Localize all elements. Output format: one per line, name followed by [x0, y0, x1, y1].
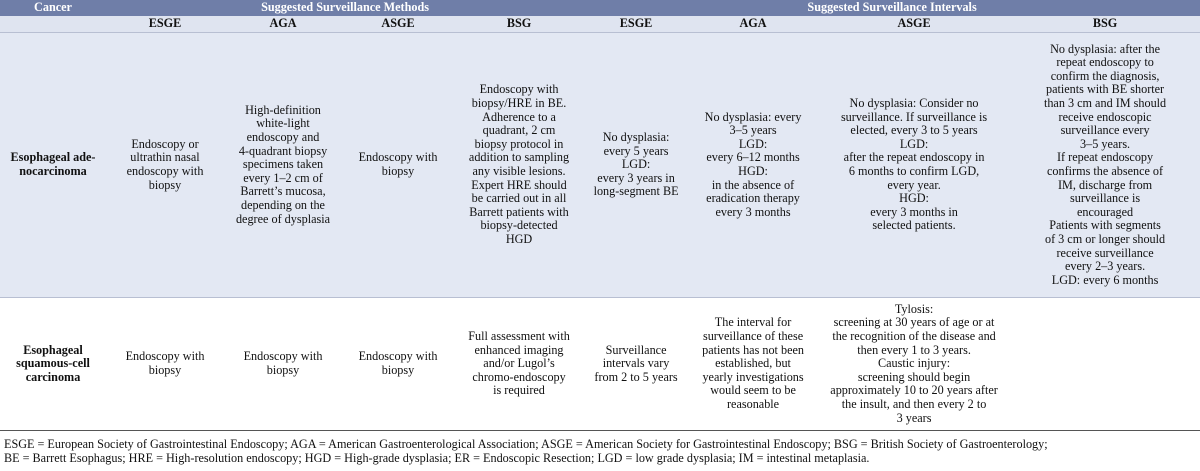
cell-text: High-definition white-light endoscopy and 4-quadrant biopsy specimens taken every 1–2 cm of Barrett’s mucosa, depending on the degree of dysplasia	[235, 102, 331, 226]
cell-text: Endoscopy with biopsy	[125, 349, 205, 377]
cell-text: Full assessment with enhanced imaging and/or Lugol’s chromo-endoscopy is required	[468, 329, 570, 398]
subheader-esge-intervals: ESGE	[584, 16, 688, 33]
method-esge-cell	[106, 33, 224, 298]
cancer-cell	[0, 33, 106, 298]
subheader-aga-methods: AGA	[224, 16, 342, 33]
table-row-adenocarcinoma	[0, 33, 1200, 298]
interval-esge-cell	[584, 33, 688, 298]
cell-text: Endoscopy with biopsy	[243, 349, 323, 377]
header-methods: Suggested Surveillance Methods	[106, 0, 584, 16]
cell-text: Endoscopy or ultrathin nasal endoscopy with biopsy	[126, 136, 204, 192]
table-row-squamous-cell	[0, 298, 1200, 431]
cell-text: Tylosis: screening at 30 years of age or at the recognition of the disease and then every 1 to 3 years. Caustic injury: screening should begin approximately 10 to 20 years after the insult, and then every 2 to 3 years	[830, 301, 998, 425]
cell-text: No dysplasia: Consider no surveillance. If surveillance is elected, every 3 to 5 years LGD: after the repeat endoscopy in 6 months to confirm LGD, every year. HGD: every 3 months in selected patients.	[840, 96, 988, 233]
interval-bsg-cell	[1010, 33, 1200, 298]
footnote-line: ESGE = European Society of Gastrointestinal Endoscopy; AGA = American Gastroenterological Association; ASGE = American Society for Gastrointestinal Endoscopy; BSG = British Society of Gastroenterology;	[4, 437, 1048, 451]
subheader-bsg-intervals: BSG	[1010, 16, 1200, 33]
cell-text: The interval for surveillance of these patients has not been established, but yearly investigations would seem to be reasonable	[702, 315, 804, 411]
subheader-esge-methods: ESGE	[106, 16, 224, 33]
interval-asge-cell	[818, 298, 1010, 431]
header-row-sub	[0, 16, 1200, 33]
interval-esge-cell	[584, 298, 688, 431]
cell-text: Endoscopy with biopsy	[358, 349, 438, 377]
method-esge-cell	[106, 298, 224, 431]
method-asge-cell	[342, 298, 454, 431]
cancer-cell	[0, 298, 106, 431]
cell-text: Endoscopy with biopsy/HRE in BE. Adherence to a quadrant, 2 cm biopsy protocol in addition to sampling any visible lesions. Expert HRE should be carried out in all Barrett patients with biopsy-detected HGD	[468, 82, 570, 246]
cancer-label: Esophageal ade- nocarcinoma	[10, 150, 96, 178]
method-bsg-cell	[454, 33, 584, 298]
subheader-asge-methods: ASGE	[342, 16, 454, 33]
footnote	[0, 431, 1200, 465]
method-bsg-cell	[454, 298, 584, 431]
method-aga-cell	[224, 33, 342, 298]
interval-asge-cell	[818, 33, 1010, 298]
subheader-bsg-methods: BSG	[454, 16, 584, 33]
interval-bsg-cell	[1010, 298, 1200, 431]
cell-text: No dysplasia: every 5 years LGD: every 3 years in long-segment BE	[593, 130, 679, 199]
cell-text: No dysplasia: every 3–5 years LGD: every 6–12 months HGD: in the absence of eradication therapy every 3 months	[704, 109, 802, 219]
footnote-line: BE = Barrett Esophagus; HRE = High-resolution endoscopy; HGD = High-grade dysplasia; ER = Endoscopic Resection; LGD = low grade dysplasia; IM = intestinal metaplasia.	[4, 451, 870, 465]
interval-aga-cell	[688, 298, 818, 431]
header-intervals: Suggested Surveillance Intervals	[584, 0, 1200, 16]
cell-text: Surveillance intervals vary from 2 to 5 years	[594, 342, 678, 384]
cancer-label: Esophageal squamous-cell carcinoma	[16, 342, 90, 384]
header-row-top	[0, 0, 1200, 16]
cell-text: Endoscopy with biopsy	[358, 150, 438, 178]
subheader-aga-intervals: AGA	[688, 16, 818, 33]
cell-text: No dysplasia: after the repeat endoscopy to confirm the diagnosis, patients with BE shorter than 3 cm and IM should receive endoscopic surveillance every 3–5 years. If repeat endoscopy confirms the absence of IM, discharge from surveillance is encouraged Patients with segments of 3 cm or longer should receive surveillance every 2–3 years. LGD: every 6 months	[1043, 41, 1167, 287]
method-aga-cell	[224, 298, 342, 431]
method-asge-cell	[342, 33, 454, 298]
interval-aga-cell	[688, 33, 818, 298]
header-cancer: Cancer	[0, 0, 106, 16]
subheader-blank	[0, 16, 106, 33]
subheader-asge-intervals: ASGE	[818, 16, 1010, 33]
